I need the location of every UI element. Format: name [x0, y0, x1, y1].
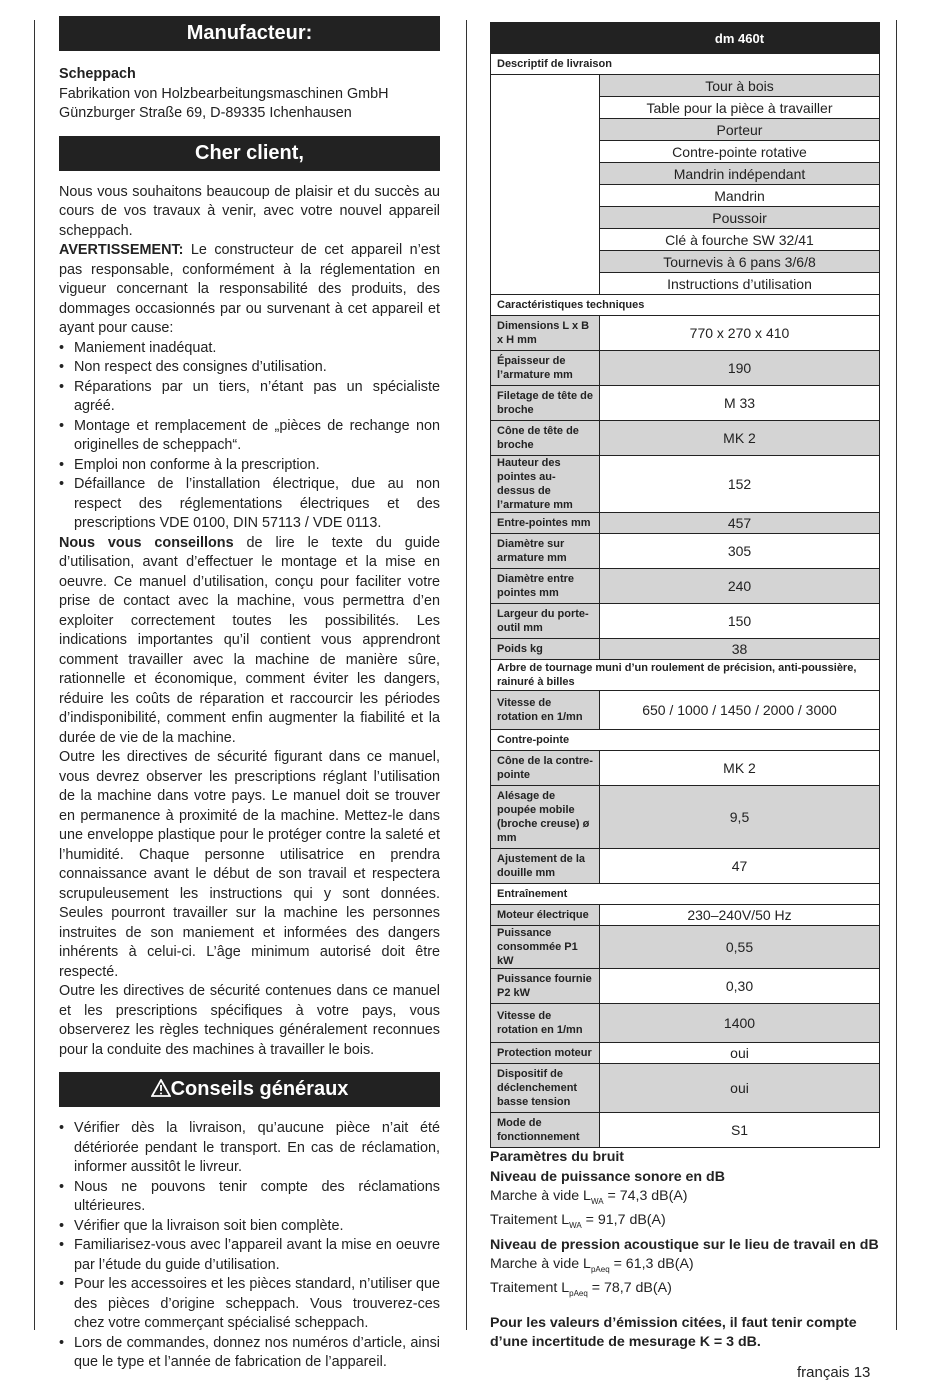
delivery-item: Contre-pointe rotative	[600, 141, 880, 163]
table-row	[491, 604, 880, 639]
spec-label: Puissance consommée P1 kW	[491, 926, 600, 969]
advise-paragraph	[59, 534, 440, 749]
table-row	[491, 534, 880, 569]
table-row	[491, 351, 880, 386]
list-item: • Emploi non conforme à la prescription.	[59, 456, 440, 476]
spec-table	[490, 22, 880, 1148]
table-row	[491, 23, 880, 54]
spec-value: 38	[600, 639, 880, 660]
table-row	[491, 1004, 880, 1043]
list-item: • Vérifier dès la livraison, qu’aucune pièce n’ait été détériorée pendant le transport. En cas de réclamation, informer aussitôt le livreur.	[59, 1119, 440, 1178]
table-row	[491, 1043, 880, 1064]
spec-label: Diamètre sur armature mm	[491, 534, 600, 569]
spec-label: Vitesse de rotation en 1/mn	[491, 1004, 600, 1043]
warning-triangle-icon	[151, 1079, 171, 1097]
manufacturer-line2: Günzburger Straße 69, D-89335 Ichenhausen	[59, 105, 352, 121]
spec-label: Cône de tête de broche	[491, 421, 600, 456]
general-list	[59, 1119, 440, 1373]
center-rule	[466, 20, 467, 1330]
spec-label: Hauteur des pointes au-dessus de l’armature mm	[491, 456, 600, 513]
section-heading: Contre-pointe	[491, 730, 880, 751]
left-column	[59, 16, 440, 1373]
delivery-item: Mandrin	[600, 185, 880, 207]
delivery-item: Instructions d’utilisation	[600, 273, 880, 295]
spec-value: 152	[600, 456, 880, 513]
spec-label: Alésage de poupée mobile (broche creuse) ø mm	[491, 786, 600, 849]
list-item: • Familiarisez-vous avec l’appareil avant la mise en oeuvre par l’étude du guide d’utilisation.	[59, 1236, 440, 1275]
delivery-item: Mandrin indépendant	[600, 163, 880, 185]
spec-value: 230–240V/50 Hz	[600, 905, 880, 926]
table-row	[491, 905, 880, 926]
warning-paragraph	[59, 241, 440, 339]
right-column	[490, 22, 880, 1353]
spec-label: Dimensions L x B x H mm	[491, 316, 600, 351]
spec-label: Cône de la contre-pointe	[491, 751, 600, 786]
spec-value: 650 / 1000 / 1450 / 2000 / 3000	[600, 691, 880, 730]
list-item: • Vérifier que la livraison soit bien complète.	[59, 1217, 440, 1237]
delivery-item: Table pour la pièce à travailler	[600, 97, 880, 119]
work-pressure: Traitement $L_{pAeq} = 78,7$ dB(A)	[490, 1280, 672, 1299]
spec-label: Ajustement de la douille mm	[491, 849, 600, 884]
table-row	[491, 660, 880, 691]
spec-value: S1	[600, 1113, 880, 1148]
warning-text: Le constructeur de cet appareil n’est pas responsable, conformément à la réglementation en vigueur concernant la responsabilité des produits, des dommages occasionnés par ou survenant à cet appareil et ayant pour cause:	[59, 242, 440, 336]
spec-value: 9,5	[600, 786, 880, 849]
table-row	[491, 849, 880, 884]
table-row	[491, 926, 880, 969]
work-power: Traitement $L_{WA} = 91,7$ dB(A)	[490, 1212, 666, 1231]
list-item: • Lors de commandes, donnez nos numéros d’article, ainsi que le type et l’année de fabrication de l’appareil.	[59, 1334, 440, 1373]
spec-value: 240	[600, 569, 880, 604]
pressure-heading: Niveau de pression acoustique sur le lieu de travail en dB	[490, 1236, 879, 1253]
table-row	[491, 969, 880, 1004]
table-row	[491, 185, 880, 207]
table-row	[491, 295, 880, 316]
section-heading: Entraînement	[491, 884, 880, 905]
idle-pressure: Marche à vide $L_{pAeq} = 61,3$ dB(A)	[490, 1256, 694, 1274]
spec-label: Moteur électrique	[491, 905, 600, 926]
table-row	[491, 251, 880, 273]
list-item: • Pour les accessoires et les pièces standard, n’utiliser que des pièces d’origine scheppach. Vous trouverez-ces chez votre commerçant spécialisé scheppach.	[59, 1275, 440, 1334]
spec-label: Vitesse de rotation en 1/mn	[491, 691, 600, 730]
spec-value: 47	[600, 849, 880, 884]
table-row	[491, 1064, 880, 1113]
table-row	[491, 513, 880, 534]
table-row	[491, 751, 880, 786]
rules-paragraph: Outre les directives de sécurité contenues dans ce manuel et les prescriptions spécifiques à votre pays, vous observerez les règles techniques généralement reconnues pour la conduite des machines à travailler le bois.	[59, 983, 440, 1058]
general-heading-text: Conseils généraux	[170, 1078, 349, 1100]
delivery-item: Clé à fourche SW 32/41	[600, 229, 880, 251]
table-row	[491, 229, 880, 251]
table-row	[491, 54, 880, 75]
table-row	[491, 386, 880, 421]
list-item: • Défaillance de l’installation électrique, due au non respect des réglementations électriques et des prescriptions VDE 0100, DIN 57113 / VDE 0113.	[59, 475, 440, 534]
manufacturer-block	[59, 65, 440, 124]
table-row	[491, 75, 880, 97]
table-row	[491, 141, 880, 163]
general-heading	[59, 1072, 440, 1107]
table-row	[491, 1113, 880, 1148]
spec-label: Filetage de tête de broche	[491, 386, 600, 421]
advise-label: Nous vous conseillons	[59, 534, 234, 551]
spec-value: 190	[600, 351, 880, 386]
section-heading: Arbre de tournage muni d’un roulement de précision, anti-poussière, rainuré à billes	[491, 660, 880, 691]
list-item: • Nous ne pouvons tenir compte des réclamations ultérieures.	[59, 1178, 440, 1217]
right-margin-rule	[896, 20, 897, 1330]
spec-label: Dispositif de déclenchement basse tension	[491, 1064, 600, 1113]
table-row	[491, 691, 880, 730]
spec-value: oui	[600, 1064, 880, 1113]
table-row	[491, 273, 880, 295]
spec-label: Diamètre entre pointes mm	[491, 569, 600, 604]
warning-label: AVERTISSEMENT:	[59, 242, 184, 258]
section-heading: Caractéristiques techniques	[491, 295, 880, 316]
spec-label: Poids kg	[491, 639, 600, 660]
spec-value: 770 x 270 x 410	[600, 316, 880, 351]
spec-label: Mode de fonctionnement	[491, 1113, 600, 1148]
list-item: • Non respect des consignes d’utilisation.	[59, 358, 440, 378]
manufacturer-heading: Manufacteur:	[59, 16, 440, 51]
table-row	[491, 97, 880, 119]
spec-label: Puissance fournie P2 kW	[491, 969, 600, 1004]
page-footer: français 13	[797, 1364, 871, 1381]
table-row	[491, 456, 880, 513]
power-heading: Niveau de puissance sonore en dB	[490, 1168, 725, 1185]
table-row	[491, 119, 880, 141]
table-row	[491, 639, 880, 660]
delivery-item: Tournevis à 6 pans 3/6/8	[600, 251, 880, 273]
delivery-item: Poussoir	[600, 207, 880, 229]
left-margin-rule	[34, 20, 35, 1330]
table-row	[491, 884, 880, 905]
spec-value: 150	[600, 604, 880, 639]
list-item: • Maniement inadéquat.	[59, 339, 440, 359]
spec-value: MK 2	[600, 751, 880, 786]
model-header: dm 460t	[600, 23, 880, 54]
table-row	[491, 316, 880, 351]
spec-label: Protection moteur	[491, 1043, 600, 1064]
manufacturer-name: Scheppach	[59, 66, 136, 82]
spec-label: Épaisseur de l’armature mm	[491, 351, 600, 386]
delivery-item: Porteur	[600, 119, 880, 141]
table-row	[491, 730, 880, 751]
spec-value: M 33	[600, 386, 880, 421]
delivery-heading: Descriptif de livraison	[491, 54, 880, 75]
spec-value: 0,55	[600, 926, 880, 969]
noise-heading: Paramètres du bruit	[490, 1149, 625, 1165]
advise-text: de lire le texte du guide d’utilisation, avant d’effectuer le montage et la mise en oeuvre. Ce manuel d’utilisation, conçu pour faciliter votre prise de contact avec la machine, vous permettra d’en exploiter correctement toutes les possibilités. Les indications importantes qu’il contient vous apprendront comment travailler avec la machine de manière sûre, rationnelle et économique, comment éviter les dangers, réduire les coûts de réparation et raccourcir les périodes d’indisponibilité, comment enfin augmenter la fiabilité et la durée de vie de la machine.	[59, 534, 440, 746]
spec-value: 305	[600, 534, 880, 569]
spec-value: MK 2	[600, 421, 880, 456]
noise-section	[490, 1148, 880, 1353]
table-row	[491, 207, 880, 229]
table-row	[491, 786, 880, 849]
causes-list	[59, 339, 440, 534]
delivery-item: Tour à bois	[600, 75, 880, 97]
list-item: • Réparations par un tiers, n’étant pas un spécialiste agréé.	[59, 378, 440, 417]
table-row	[491, 163, 880, 185]
spec-label: Largeur du porte-outil mm	[491, 604, 600, 639]
spec-value: 1400	[600, 1004, 880, 1043]
manufacturer-line1: Fabrikation von Holzbearbeitungsmaschinen GmbH	[59, 85, 389, 102]
spec-value: 457	[600, 513, 880, 534]
table-row	[491, 569, 880, 604]
client-heading: Cher client,	[59, 136, 440, 171]
client-intro: Nous vous souhaitons beaucoup de plaisir et du succès au cours de vos travaux à venir, avec votre nouvel appareil scheppach.	[59, 183, 440, 239]
spec-value: oui	[600, 1043, 880, 1064]
spec-label: Entre-pointes mm	[491, 513, 600, 534]
list-item: • Montage et remplacement de „pièces de rechange non originelles de scheppach“.	[59, 417, 440, 456]
idle-power: Marche à vide $L_{WA} = 74,3$ dB(A)	[490, 1188, 688, 1206]
uncertainty-note: Pour les valeurs d’émission citées, il faut tenir compte d’une incertitude de mesurage K = 3 dB.	[490, 1314, 857, 1351]
safety-paragraph: Outre les directives de sécurité figurant dans ce manuel, vous devrez observer les prescriptions réglant l’utilisation de la machine dans votre pays. Le manuel doit se trouver en permanence à proximité de la machine. Mettez-le dans une enveloppe plastique pour le protéger contre la saleté et l’humidité. Chaque personne utilisatrice en prendra connaissance avant le début de son travail et respectera scrupuleusement les instructions qui y sont données. Seules pourront travailler sur la machine les personnes instruites de son maniement et informées des dangers inhérents à celui-ci. L’âge minimum autorisé doit être respecté.	[59, 749, 440, 980]
spec-value: 0,30	[600, 969, 880, 1004]
table-row	[491, 421, 880, 456]
